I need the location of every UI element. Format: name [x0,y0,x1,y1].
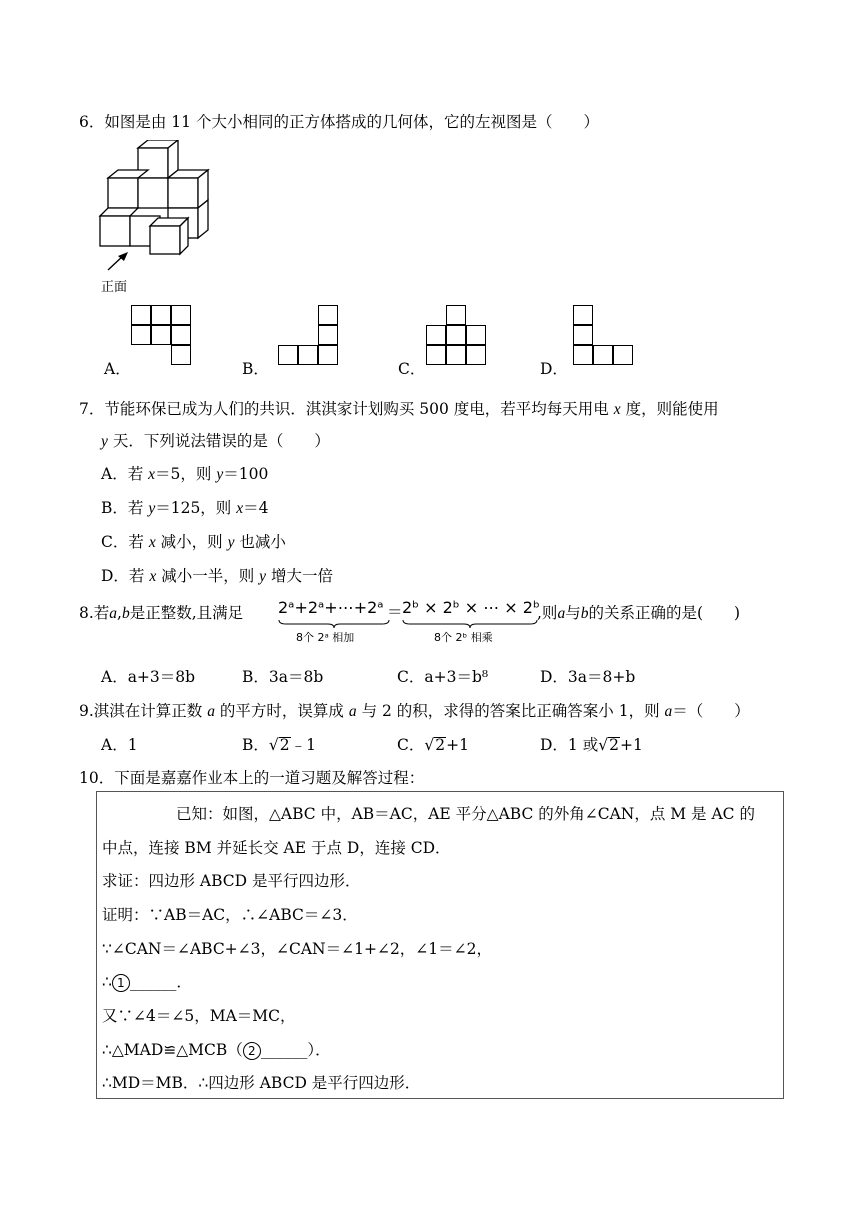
q10-proof-line6: ∴MD＝MB．∴四边形 ABCD 是平行四边形． [102,1074,421,1092]
cube-figure [96,140,216,260]
q8-rhs-expression: 2ᵇ × 2ᵇ × ⋯ × 2ᵇ [402,598,540,617]
q10-given-line2: 中点，连接 BM 并延长交 AE 于点 D，连接 CD． [102,839,451,857]
q8-lhs-expression: 2ᵃ+2ᵃ+⋯+2ᵃ [278,598,384,617]
q9-option-c[interactable]: C．√2+1 [397,736,469,754]
q7-option-d[interactable]: D．若 x 减小一半，则 y 增大一倍 [101,567,333,585]
q8-option-c[interactable]: C．a+3＝b⁸ [397,668,489,686]
blank-2-marker: 2 [243,1042,261,1060]
q8-option-a[interactable]: A．a+3＝8b [101,668,196,686]
q10-proof-line3: ∴ 1 ______． [102,973,192,991]
blank-1[interactable]: ______． [129,973,192,991]
q9-option-b[interactable]: B．√2﹣1 [242,736,317,754]
q8-stem: 8.若a,b是正整数,且满足 [79,604,244,622]
q7-stem-line1: 7．节能环保已成为人们的共识．淇淇家计划购买 500 度电，若平均每天用电 x 度，则能使用 [79,400,719,418]
q10-proof-line5: ∴△MAD≌△MCB（ 2 ______）． [102,1041,331,1059]
q8-lhs-label: 8个 2ᵃ 相加 [296,631,355,644]
q10-proof-line1: 证明：∵AB＝AC，∴∠ABC＝∠3． [102,906,358,924]
sqrt-icon: √ [424,736,435,754]
q10-given-line1: 已知：如图，△ABC 中，AB＝AC，AE 平分△ABC 的外角∠CAN，点 M 是 AC 的 [176,805,755,823]
q10-prove-line: 求证：四边形 ABCD 是平行四边形． [102,872,361,890]
sqrt-icon: √ [268,736,279,754]
q7-option-c[interactable]: C．若 x 减小，则 y 也减小 [101,533,286,551]
q8-equals: ＝ [387,603,403,621]
sqrt-icon: √ [598,736,609,754]
front-label: 正面 [101,280,128,295]
blank-2[interactable]: ______）． [260,1041,331,1059]
q6-stem: 6．如图是由 11 个大小相同的正方体搭成的几何体，它的左视图是（ ） [79,113,599,131]
blank-1-marker: 1 [112,974,130,992]
q8-lhs-brace [278,619,390,629]
q8-option-d[interactable]: D．3a＝8+b [540,668,636,686]
q9-stem: 9.淇淇在计算正数 a 的平方时，误算成 a 与 2 的积，求得的答案比正确答案小 1，则 a＝（ ） [79,702,750,720]
q8-rhs-brace [402,619,538,629]
q6-option-b-label[interactable]: B． [242,360,269,378]
q10-proof-line2: ∵∠CAN＝∠ABC+∠3，∠CAN＝∠1+∠2，∠1＝∠2， [102,940,493,958]
q6-option-d-label[interactable]: D． [540,360,568,378]
q8-rhs-label: 8个 2ᵇ 相乘 [434,631,493,644]
q10-proof-line4: 又∵∠4＝∠5，MA＝MC， [102,1007,296,1025]
q6-option-a-label[interactable]: A． [104,360,131,378]
q8-option-b[interactable]: B．3a＝8b [242,668,324,686]
front-arrow-icon [104,250,134,274]
q9-option-a[interactable]: A．1 [101,736,138,754]
q7-stem-line2: y 天．下列说法错误的是（ ） [101,432,330,450]
q7-option-b[interactable]: B．若 y＝125，则 x＝4 [101,499,269,517]
q10-stem: 10．下面是嘉嘉作业本上的一道习题及解答过程： [79,769,425,787]
q8-stem-tail: ,则a与b的关系正确的是( ) [537,604,741,622]
q6-option-c-label[interactable]: C． [398,360,426,378]
q7-option-a[interactable]: A．若 x＝5，则 y＝100 [101,465,269,483]
q9-option-d[interactable]: D．1 或√2+1 [540,736,643,754]
